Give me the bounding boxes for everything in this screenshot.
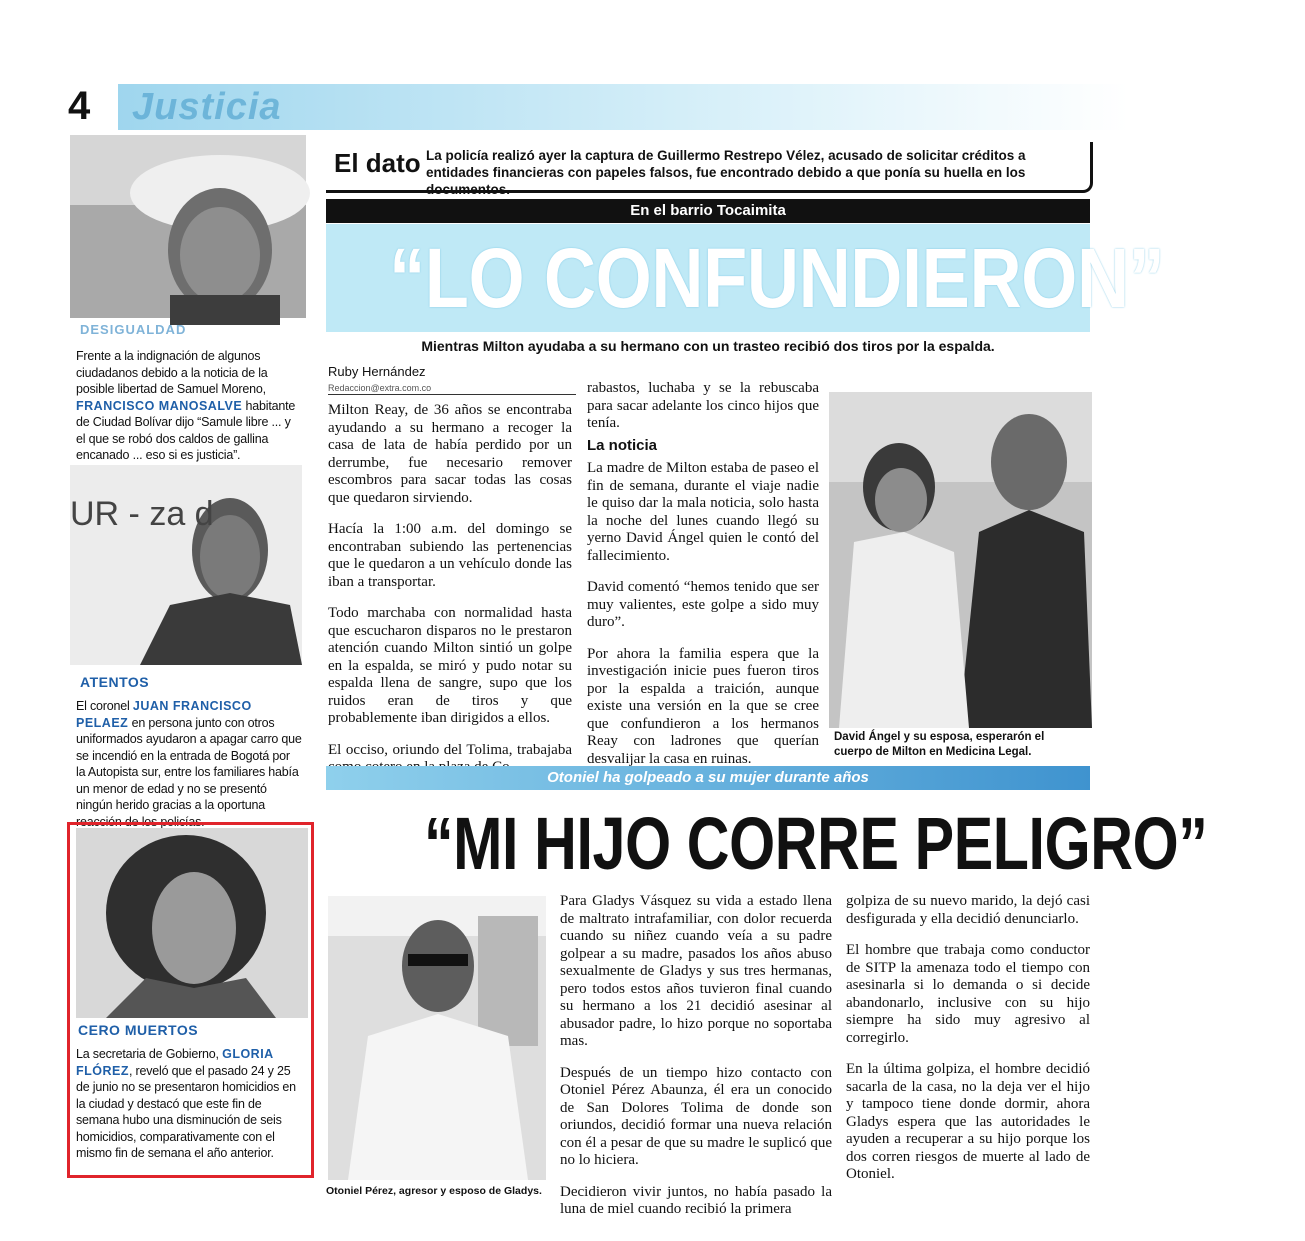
dato-box [326,142,1093,197]
story1-photo [829,392,1092,728]
sidebar-photo-1 [70,135,306,318]
story2-col1-p2: Después de un tiempo hizo contacto con Otoniel Pérez Abaunza, él era un conocido de San Dolores Tolima de donde son oriundos, decidió formar una nueva relación con él a pesar de que su madre le suplicó que no lo hiciera. [560,1064,832,1168]
story2-headline [326,796,1208,892]
story2-col1-p1: Para Gladys Vásquez su vida a estado llena de maltrato intrafamiliar, con dolor recuerda cuando su niñez cuando veía a su padre golpear a su madre, pasados los años abuso sexualmente de Gladys y sus tres hermanas, pero todos estos años tuvieron final cuando su hermano a los 21 decidió asesinar al abusador padre, lo hizo porque no soportaba mas. [560,893,832,1049]
sidebar-photo-2 [70,465,302,665]
story1-photo-caption: David Ángel y su esposa, esperarón el cuerpo de Milton en Medicina Legal. [834,731,1045,758]
story1-col1-p2: Hacía la 1:00 a.m. del domingo se encontraban subiendo las pertenencias que le quedaron a un vehículo donde las iban a transportar. [328,521,572,590]
sidebar-kicker-atentos: ATENTOS [80,674,150,690]
story1-headline-banner [326,224,1165,332]
story1-col2-heading: La noticia [587,436,658,454]
sidebar-text-after: , reveló que el pasado 24 y 25 de junio no se presentaron homicidios en la ciudad y destacó que este fin de semana hubo una disminución de seis homicidios, comparativamente con el mismo fin de semana el año anterior. [76,1063,296,1160]
sidebar-photo-text: UR - za d [70,495,214,533]
story1-col2-p1: La madre de Milton estaba de paseo el fin de semana, durante el viaje nadie le quiso dar la mala noticia, solo hasta la noche del lunes cuando llegó su yerno David Ángel quien le contó del fallecimiento. [587,460,819,564]
story1-kicker-bar [326,199,1090,223]
sidebar-text-after: en persona junto con otros uniformados ayudaron a apagar carro que se incendió en la entrada de Bogotá por la Autopista sur, entre los familiares había un menor de edad y no se presentó ningún herido gracias a la oportuna reacción de los policías. [76,715,302,829]
story2-col2-p3: En la última golpiza, el hombre decidió sacarla de la casa, no la deja ver el hijo y tampoco tiene donde dormir, ahora Gladys espera que las autoridades le ayuden a recuperar a su hijo porque los dos corren riesgos de muerte al lado de Otoniel. [846,1061,1090,1182]
sidebar-photo-3 [76,828,308,1018]
story1-subhead: Mientras Milton ayudaba a su hermano con un trasteo recibió dos tiros por la espalda. [421,338,995,354]
sidebar-highlight-name: FRANCISCO MANOSALVE [76,398,243,413]
sidebar-highlight-name: JUAN FRANCISCO PELAEZ [76,699,252,730]
story1-column-1 [328,402,572,791]
page-number: 4 [68,84,91,128]
dato-label: El dato [334,148,421,178]
story1-col1-p4: El occiso, oriundo del Tolima, trabajaba [328,741,572,758]
story2-headline-text: “MI HIJO CORRE PELIGRO” [423,802,1208,885]
story1-col2-p2: David comentó “hemos tenido que ser muy valientes, este golpe a sido muy duro”. [587,579,819,630]
story1-col1-p3: Todo marchaba con normalidad hasta que escucharon disparos no le prestaron atención cuando Milton sintió un golpe en la espalda, se miró y pudo notar su espalda llena de sangre, supo que los ruidos eran de tiros y que probablemente iban dirigidos a ellos. [328,605,572,726]
story2-column-1 [560,893,832,1233]
story2-kicker-bar [326,766,1090,790]
story1-column-2 [587,380,819,782]
section-banner [118,84,1128,130]
sidebar-text-before: La secretaria de Gobierno, [76,1047,219,1061]
story2-photo [328,896,546,1180]
story1-headline: “LO CONFUNDIERON” [389,231,1165,325]
story2-col2-p1: golpiza de su nuevo marido, la dejó casi desfigurada y ella decidió denunciarlo. [846,893,1090,927]
story2-col2-p2: El hombre que trabaja como conductor de SITP la amenaza todo el tiempo con asesinarla si lo demanda o si decide abandonarlo, inclusive con su hijo siempre ha sido muy agresivo al corregirlo. [846,942,1090,1046]
section-title: Justicia [132,86,282,128]
sidebar-text-desigualdad [76,348,302,464]
story1-col2-p3: Por ahora la familia espera que la investigación inicie pues fueron tiros por la espalda a traición, aunque existe una versión en la que se cree que confundieron a los hermanos Reay con ladrones que querían desvalijar la casa en ruinas. [587,645,819,767]
story2-photo-caption: Otoniel Pérez, agresor y esposo de Gladys. [326,1185,542,1197]
sidebar-text-cero-muertos [76,1046,304,1162]
story1-kicker: En el barrio Tocaimita [630,202,786,219]
sidebar-kicker-desigualdad: DESIGUALDAD [80,322,187,337]
story2-column-2 [846,893,1090,1198]
story1-col2-top: rabastos, luchaba y se la rebuscaba para sacar adelante los cinco hijos que tenía. [587,380,819,431]
story2-col1-p3: Decidieron vivir juntos, no había pasado la luna de miel cuando recibió la primera [560,1183,832,1217]
sidebar-highlight-name: GLORIA FLÓREZ [76,1047,274,1078]
sidebar-text-before: El coronel [76,699,130,713]
story1-col1-p1: Milton Reay, de 36 años se encontraba ayudando a su hermano a recoger la casa de lata de había perdido por un derrumbe, fue necesario remover escombros para sacar todas las cosas que quedaron sirviendo. [328,402,572,506]
story1-email: Redaccion@extra.com.co [328,383,576,395]
story2-kicker: Otoniel ha golpeado a su mujer durante años [547,769,869,786]
sidebar-text-atentos [76,698,302,830]
sidebar-kicker-cero-muertos: CERO MUERTOS [78,1022,199,1038]
story1-byline: Ruby Hernández [328,364,426,379]
sidebar-text-after: habitante de Ciudad Bolívar dijo “Samule libre ... y el que se robó dos caldos de gallina encanado ... eso si es justicia”. [76,398,296,462]
dato-text: La policía realizó ayer la captura de Guillermo Restrepo Vélez, acusado de solicitar créditos a entidades financieras con papeles falsos, fue encontrado debido a que ponía su huella en los documentos. [426,148,1026,197]
sidebar-text-before: Frente a la indignación de algunos ciudadanos debido a la noticia de la posible libertad de Samuel Moreno, [76,349,268,396]
